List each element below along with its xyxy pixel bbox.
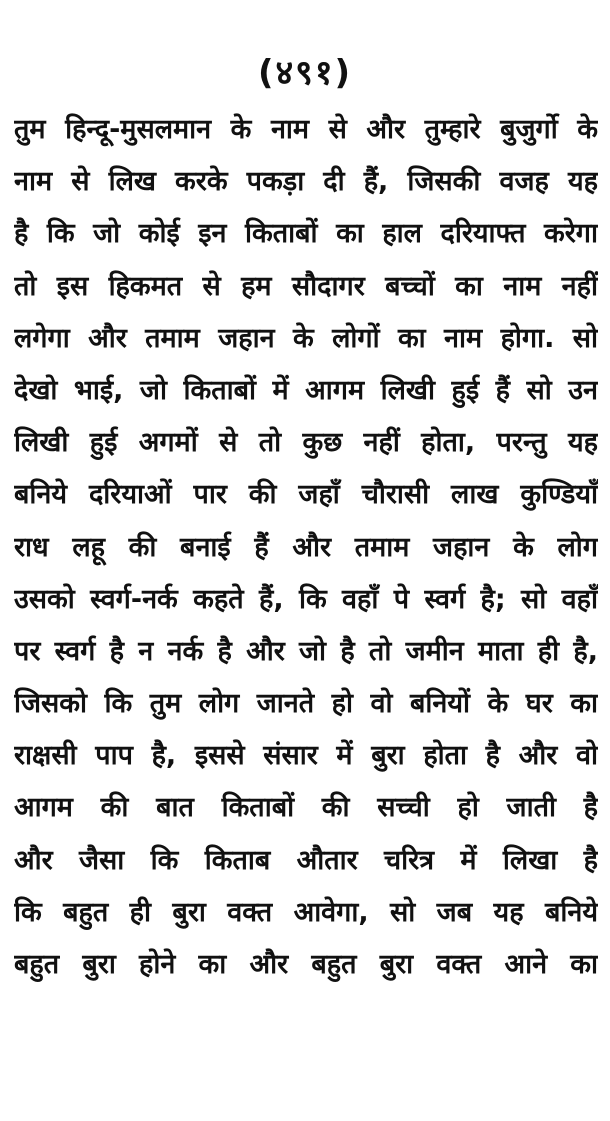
text-line-4: तो इस हिकमत से हम सौदागर बच्चों का नाम नहीं [14, 270, 598, 302]
text-line-7: लिखी हुई अगमों से तो कुछ नहीं होता, परन्तु यह [14, 427, 598, 459]
text-line-17: बहुत बुरा होने का और बहुत बुरा वक्त आने का [14, 949, 598, 980]
page-number: (४९१) [257, 53, 353, 93]
text-line-11: पर स्वर्ग है न नर्क है और जो है तो जमीन माता ही है, [14, 635, 598, 667]
text-line-9: राध लहू की बनाई हैं और तमाम जहान के लोग [14, 531, 598, 563]
text-line-3: है कि जो कोई इन किताबों का हाल दरियाफ्त करेगा [14, 218, 598, 250]
text-line-12: जिसको कि तुम लोग जानते हो वो बनियों के घर का [14, 688, 598, 720]
text-line-2: नाम से लिख करके पकड़ा दी हैं, जिसकी वजह यह [14, 166, 598, 198]
text-line-15: और जैसा कि किताब औतार चरित्र में लिखा है [14, 844, 598, 876]
text-line-5: लगेगा और तमाम जहान के लोगों का नाम होगा. सो [14, 322, 598, 354]
text-line-1: तुम हिन्दू-मुसलमान के नाम से और तुम्हारे बुजुर्गो के [14, 114, 598, 145]
text-line-16: कि बहुत ही बुरा वक्त आवेगा, सो जब यह बनिये [14, 896, 598, 928]
text-line-10: उसको स्वर्ग-नर्क कहते हैं, कि वहाँ पे स्वर्ग है; सो वहाँ [14, 583, 598, 615]
text-line-6: देखो भाई, जो किताबों में आगम लिखी हुई हैं सो उन [14, 374, 598, 406]
text-line-13: राक्षसी पाप है, इससे संसार में बुरा होता है और वो [14, 740, 598, 772]
text-line-14: आगम की बात किताबों की सच्ची हो जाती है [14, 792, 598, 824]
body-text [14, 104, 598, 991]
text-line-8: बनिये दरियाओं पार की जहाँ चौरासी लाख कुण्डियाँ [14, 479, 598, 511]
